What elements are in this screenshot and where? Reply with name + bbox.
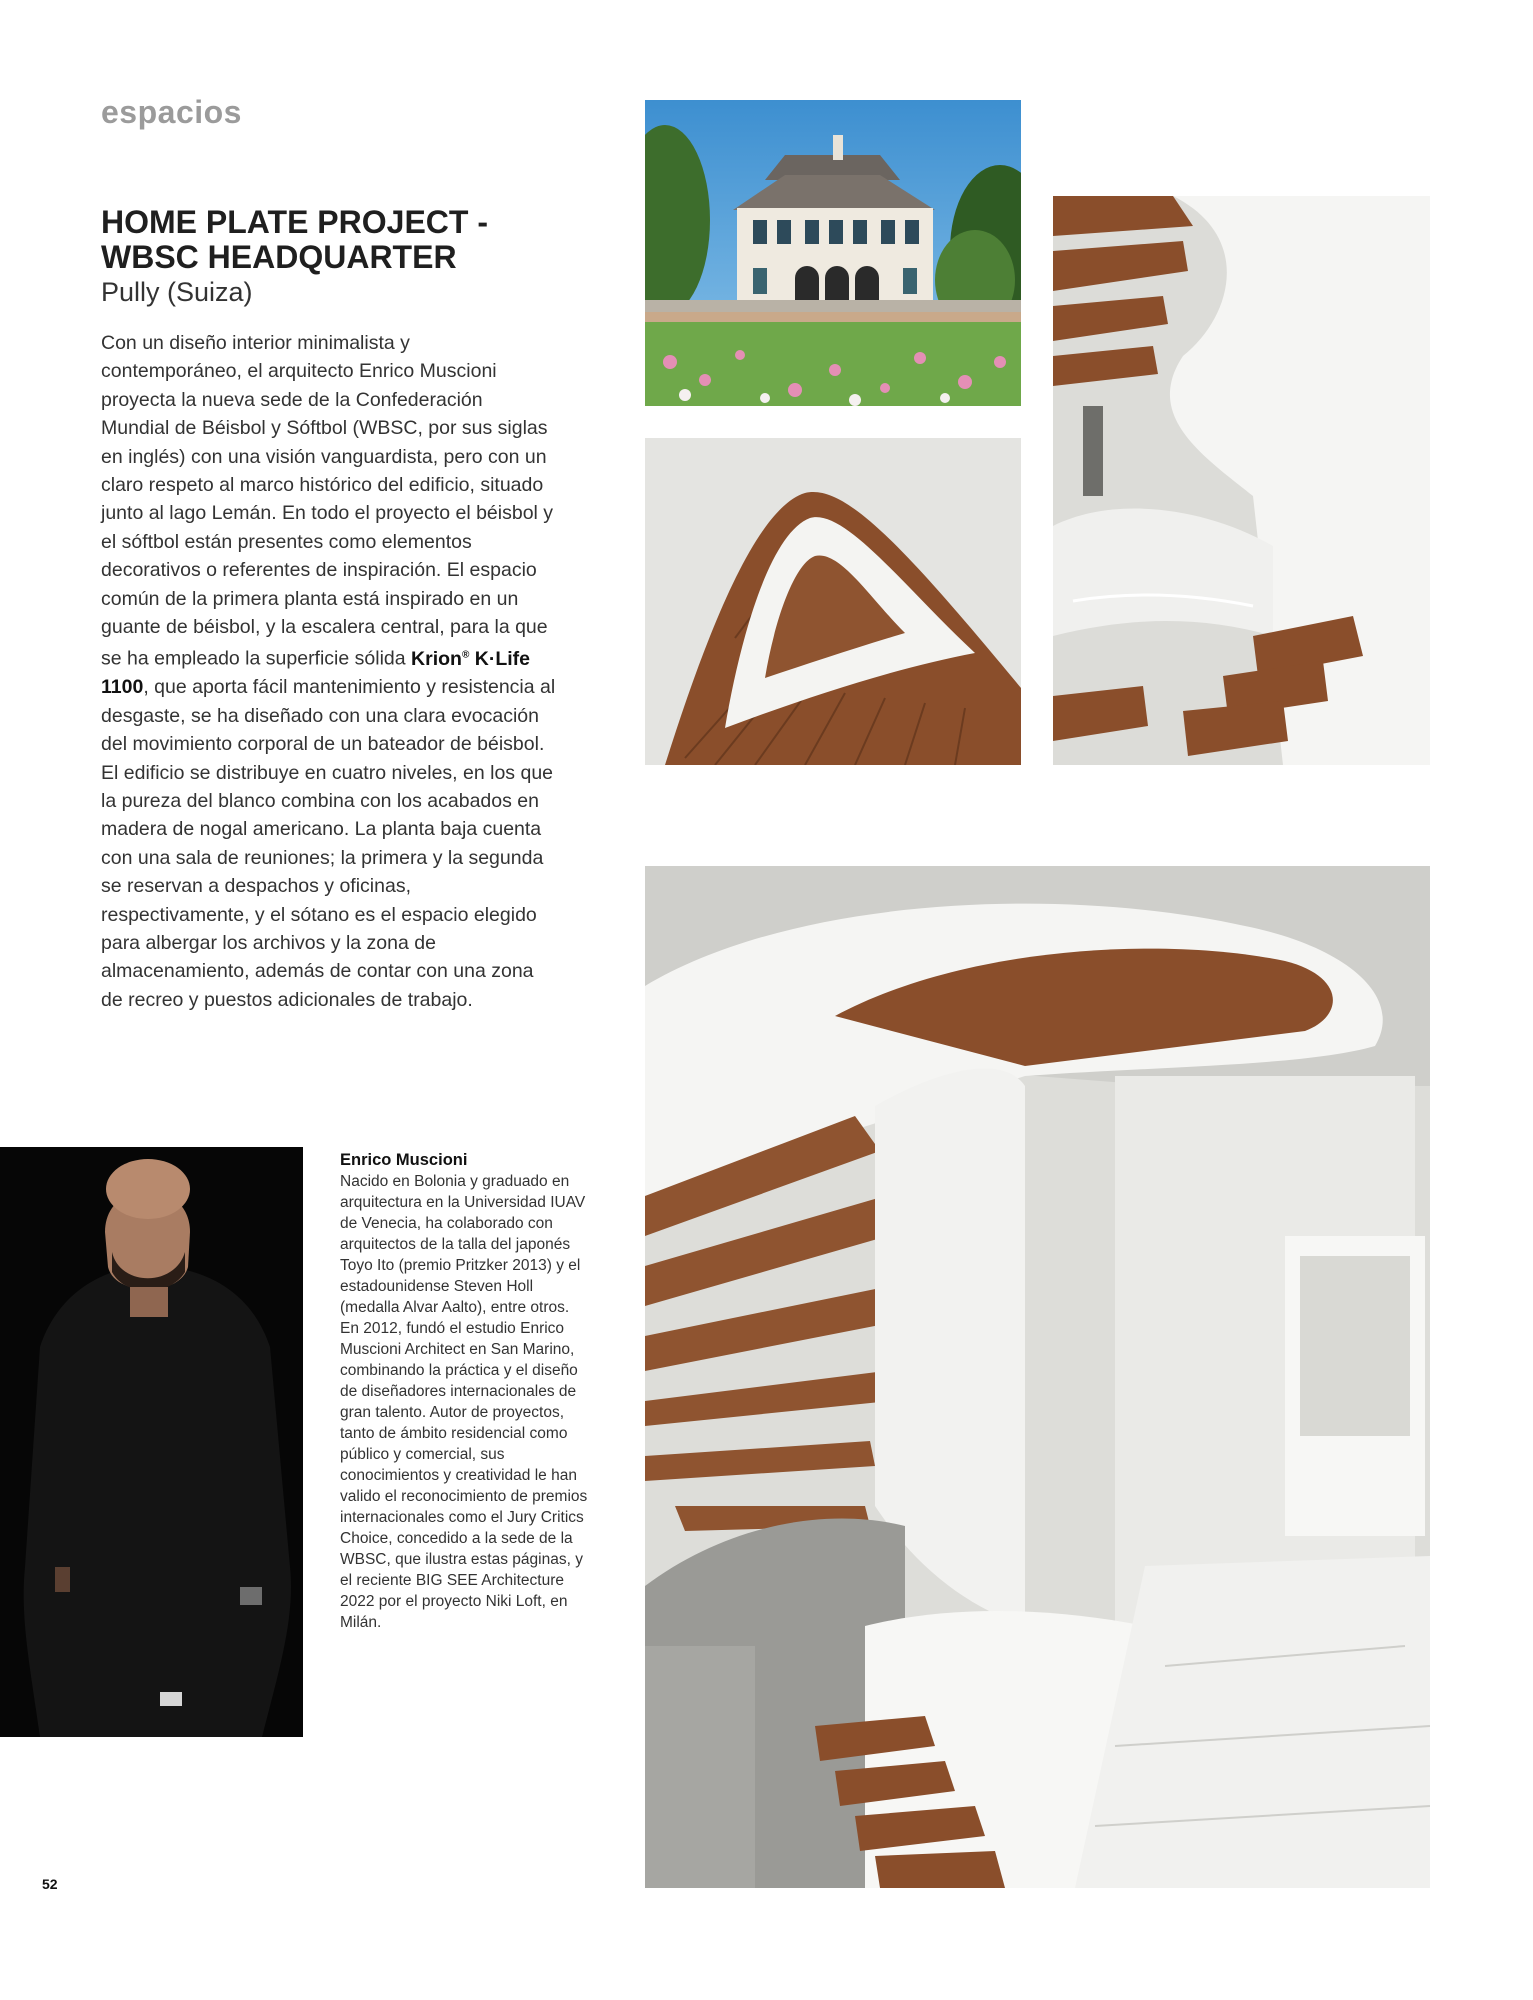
brand-name: Krion® K·Life 1100 (101, 647, 530, 699)
page-number: 52 (42, 1876, 58, 1892)
stair-vertical-photo (1053, 196, 1430, 765)
bio-text: Nacido en Bolonia y graduado en arquitectura en la Universidad IUAV de Venecia, ha colaborado con arquitectos de la talla del japonés Toyo Ito (premio Pritzker 2013) y el estadounidense Steven Holl (medalla Alvar Aalto), entre otros. En 2012, fundó el estudio Enrico Muscioni Architect en San Marino, combinando la práctica y el diseño de diseñadores internacionales de gran talento. Autor de proyectos, tanto de ámbito residencial como público y comercial, sus conocimientos y creatividad le han valido el reconocimiento de premios internacionales como el Jury Critics Choice, concedido a la sede de la WBSC, que ilustra estas páginas, y el reciente BIG SEE Architecture 2022 por el proyecto Niki Loft, en Milán. (340, 1173, 588, 1631)
body-part-2: , que aporta fácil mantenimiento y resistencia al desgaste, se ha diseñado con una clara evocación del movimiento corporal de un bateador de béisbol. El edificio se distribuye en cuatro niveles, en los que la pureza del blanco combina con los acabados en madera de nogal americano. La planta baja cuenta con una sala de reuniones; la primera y la segunda se reservan a despachos y oficinas, respectivamente, y el sótano es el espacio elegido para albergar los archivos y la zona de almacenamiento, además de contar con una zona de recreo y puestos adicionales de trabajo. (101, 676, 556, 1011)
product-name: K·Life 1100 (101, 647, 530, 699)
bio-name: Enrico Muscioni (340, 1151, 468, 1169)
registered-mark: ® (461, 649, 470, 661)
section-label: espacios (101, 94, 242, 130)
body-part-1: Con un diseño interior minimalista y contemporáneo, el arquitecto Enrico Muscioni proyecta la nueva sede de la Confederación Mundial de Béisbol y Sóftbol (WBSC, por sus siglas en inglés) con una visión vanguardista, pero con un claro respeto al marco histórico del edificio, situado junto al lago Lemán. En todo el proyecto el béisbol y el sóftbol están presentes como elementos decorativos o referentes de inspiración. El espacio común de la primera planta está inspirado en un guante de béisbol, y la escalera central, para la que se ha empleado la superficie sólida (101, 332, 554, 670)
villa-exterior-photo (645, 100, 1021, 406)
title-line-2: WBSC HEADQUARTER (101, 239, 457, 275)
spiral-staircase-photo (645, 866, 1430, 1888)
stair-detail-photo (645, 438, 1021, 765)
title-line-1: HOME PLATE PROJECT - (101, 204, 488, 240)
architect-portrait-photo (0, 1147, 303, 1737)
article-title (101, 205, 601, 275)
article-location: Pully (Suiza) (101, 277, 253, 307)
architect-bio (340, 1150, 590, 1633)
article-body (101, 329, 556, 1014)
